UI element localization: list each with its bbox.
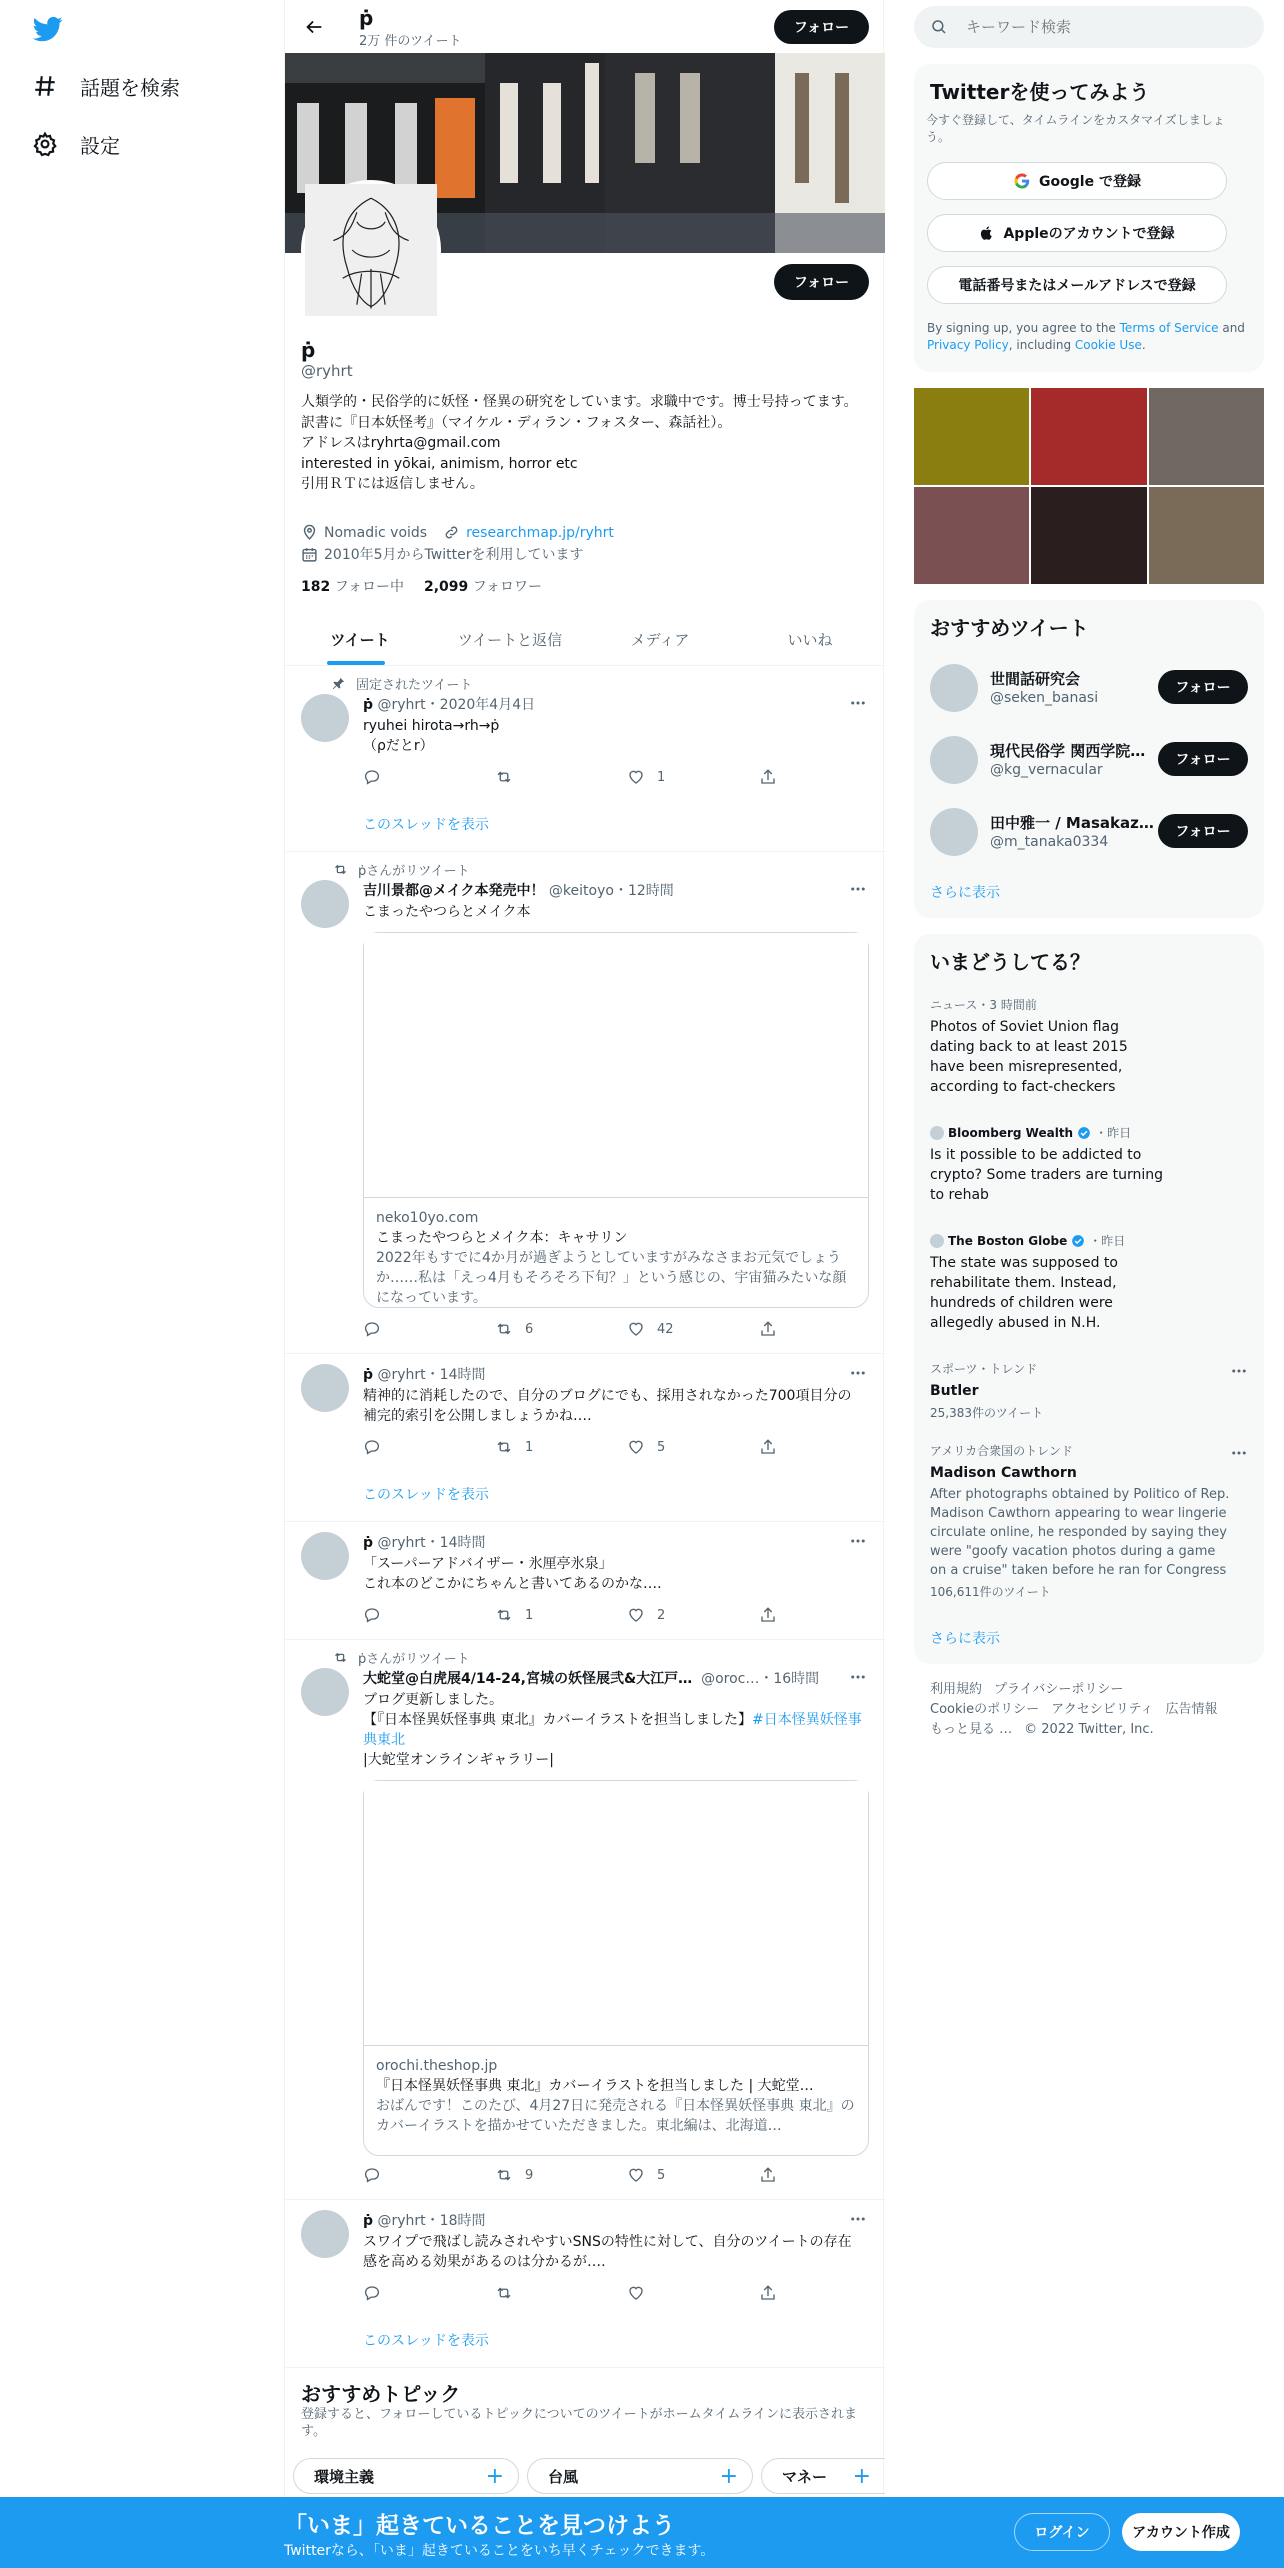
retweet-icon (333, 862, 348, 877)
google-signup-button[interactable] (927, 162, 1227, 200)
recommended-user[interactable] (914, 796, 1264, 868)
trend-source: The Boston Globe (948, 1233, 1068, 1248)
trend-title: Is it possible to be addicted to crypto? Some traders are turning to rehab (930, 1147, 1164, 1203)
reply-button[interactable] (363, 1606, 381, 1624)
tweet[interactable] (285, 2200, 885, 2368)
reply-icon (363, 2166, 381, 2184)
right-sidebar (914, 0, 1264, 2500)
recommended-user-handle: @m_tanaka0334 (990, 834, 1109, 850)
tweet-actions (363, 2166, 803, 2186)
trend-item[interactable] (930, 1232, 1230, 1333)
more-options-icon[interactable] (849, 1668, 867, 1686)
reply-button[interactable] (363, 1438, 381, 1456)
heart-icon (627, 1606, 645, 1624)
tweet-context (331, 674, 472, 693)
profile-follow-button[interactable]: フォロー (774, 264, 869, 300)
more-options-icon[interactable] (849, 1532, 867, 1550)
retweet-icon (495, 1320, 513, 1338)
plus-icon[interactable]: + (719, 2463, 738, 2489)
avatar (930, 1234, 944, 1248)
tweet-text: 「スーパーアドバイザー・氷厘亭氷泉」 これ本のどこかにちゃんと書いてあるのかな‥‥ (363, 1556, 662, 1592)
like-button[interactable] (627, 1320, 674, 1338)
tweet-author-handle[interactable]: @ryhrt (377, 1367, 426, 1383)
tweet-author-name[interactable]: ṗ (363, 2213, 374, 2229)
following-link[interactable] (301, 576, 404, 596)
bio-line: 人類学的・民俗学的に妖怪・怪異の研究をしています。求職中です。博士号持ってます。 (301, 394, 858, 410)
media-thumbnail[interactable] (914, 388, 1029, 485)
profile-tabs (285, 613, 885, 666)
like-button[interactable] (627, 768, 665, 786)
retweet-count: 9 (525, 2167, 534, 2183)
terms-text: , including (1008, 338, 1075, 352)
avatar[interactable] (301, 1532, 349, 1580)
tweet-header: 大蛇堂@白虎展4/14-24,宮城の妖怪展弐&大江戸… @oroc…・16時間 (363, 1671, 820, 1687)
profile-timeline (284, 0, 884, 2500)
tweet-context-label: ṗさんがリツイート (358, 864, 470, 879)
reply-button[interactable] (363, 2284, 381, 2302)
trend-title: Photos of Soviet Union flag dating back to at least 2015 have been misrepresented, according to fact-checkers (930, 1019, 1128, 1095)
link-card-description: おばんです！このたび、4月27日に発売される『日本怪異妖怪事典 東北』のカバーイラストを描かせていただきました。東北編は、北海道… (376, 2098, 855, 2134)
profile-bio (301, 392, 871, 495)
tweet-context (333, 1648, 470, 1667)
profile-header-bar (285, 0, 885, 53)
link-card-domain: orochi.theshop.jp (376, 2058, 498, 2074)
reply-button[interactable] (363, 1320, 381, 1338)
trend-time: ・昨日 (1095, 1126, 1132, 1140)
login-prompt-title: 「いま」起きていることを見つけよう (284, 2513, 675, 2539)
retweet-icon (333, 1650, 348, 1665)
recommended-follow-button[interactable]: フォロー (1158, 670, 1248, 704)
tweet-header: 吉川景都@メイク本発売中！ @keitoyo・12時間 (363, 883, 674, 899)
profile-meta-joined (301, 544, 583, 564)
retweet-icon (495, 2166, 513, 2184)
retweet-icon (495, 1438, 513, 1456)
retweet-icon (495, 1606, 513, 1624)
tweet-header: ṗ @ryhrt・14時間 (363, 1535, 486, 1551)
retweet-count: 1 (525, 1607, 534, 1623)
apple-icon (979, 225, 995, 241)
recommended-user-handle: @seken_banasi (990, 690, 1099, 706)
recommended-user-handle: @kg_vernacular (990, 762, 1103, 778)
profile-location: Nomadic voids (324, 524, 428, 541)
link-card[interactable] (363, 1780, 869, 2156)
tweet[interactable] (285, 1522, 885, 1640)
footer-links (930, 1680, 1250, 1740)
topic-label: 台風 (548, 2467, 579, 2486)
tab-tweets[interactable]: ツイート (285, 613, 435, 665)
like-count: 1 (657, 769, 666, 785)
tweet-author-name[interactable]: ṗ (363, 1535, 374, 1551)
avatar[interactable] (301, 694, 349, 742)
left-navigation (0, 0, 284, 2500)
recommended-follow-button[interactable]: フォロー (1158, 814, 1248, 848)
retweet-button[interactable] (495, 768, 525, 786)
more-options-icon[interactable] (849, 694, 867, 712)
topic-label: マネー (782, 2467, 828, 2486)
footer-link[interactable]: もっと見る … (930, 1722, 1013, 1737)
trend-item[interactable] (930, 1124, 1230, 1205)
show-thread-link[interactable]: このスレッドを表示 (363, 1487, 489, 1503)
copyright: © 2022 Twitter, Inc. (1024, 1722, 1154, 1737)
tweet-author-name[interactable]: 大蛇堂@白虎展4/14-24,宮城の妖怪展弐&大江戸… (363, 1671, 693, 1687)
bio-line: 訳書に『日本妖怪考』（マイケル・ディラン・フォスター、森話社）。 (301, 414, 732, 431)
nav-settings-label: 設定 (80, 133, 120, 158)
like-count: 2 (657, 1607, 666, 1623)
heart-icon (627, 2166, 645, 2184)
media-thumbnail[interactable] (914, 487, 1029, 584)
show-more-link[interactable]: さらに表示 (930, 885, 1000, 901)
more-options-icon[interactable] (1230, 1444, 1248, 1462)
link-card-image (364, 1781, 868, 2046)
like-button[interactable] (627, 2284, 657, 2302)
cookie-link[interactable]: Cookie Use (1074, 338, 1142, 352)
tweet-author-name[interactable]: ṗ (363, 1367, 374, 1383)
reply-button[interactable] (363, 2166, 381, 2184)
retweet-count: 1 (525, 1439, 534, 1455)
recommended-panel (914, 600, 1264, 918)
trend-title: The state was supposed to rehabilitate them. Instead, hundreds of children were allegedly abused in N.H. (930, 1255, 1118, 1331)
tweet-header: ṗ @ryhrt・14時間 (363, 1367, 486, 1383)
reply-button[interactable] (363, 768, 381, 786)
more-options-icon[interactable] (849, 880, 867, 898)
trends-title: いまどうしてる？ (930, 950, 1090, 974)
more-options-icon[interactable] (1230, 1362, 1248, 1380)
tweet-context-label: 固定されたツイート (356, 678, 473, 693)
tweet-author-handle[interactable]: @keitoyo (548, 883, 614, 899)
retweet-button[interactable] (495, 1606, 533, 1624)
login-prompt-bar (0, 2497, 1284, 2568)
signup-subtitle: 今すぐ登録して、タイムラインをカスタマイズしましょう。 (926, 113, 1225, 144)
share-icon (759, 768, 777, 786)
header-follow-button[interactable]: フォロー (774, 10, 869, 44)
topic-pill[interactable] (527, 2458, 753, 2494)
heart-icon (627, 1320, 645, 1338)
header-display-name: ṗ (359, 6, 374, 30)
retweet-button[interactable] (495, 1320, 533, 1338)
hashtag-icon (32, 73, 58, 99)
link-card-image (364, 933, 868, 1198)
tweet-text-body: ブログ更新しました。 【『日本怪異妖怪事典 東北』カバーイラストを担当しました】 (363, 1692, 753, 1728)
retweet-icon (495, 768, 513, 786)
media-grid (914, 388, 1264, 584)
search-bar[interactable] (914, 6, 1264, 48)
signup-panel (914, 64, 1264, 372)
like-count: 5 (657, 2167, 666, 2183)
avatar[interactable] (301, 1668, 349, 1716)
header-tweet-count: 2万 件のツイート (359, 34, 462, 49)
verified-badge-icon (1077, 1126, 1091, 1140)
tweet-context (333, 860, 470, 879)
tweet-pinned[interactable] (285, 666, 885, 852)
tweet-time[interactable]: 12時間 (627, 883, 674, 899)
following-count: 182 (301, 579, 331, 595)
followers-count: 2,099 (424, 579, 469, 595)
media-thumbnail[interactable] (1149, 487, 1264, 584)
trend-item[interactable] (930, 1442, 1230, 1600)
google-signup-label: Google で登録 (1039, 174, 1141, 190)
topics-subtitle: 登録すると、フォローしているトピックについてのツイートがホームタイムラインに表示されます。 (301, 2407, 858, 2439)
retweet-button[interactable] (495, 2166, 533, 2184)
apple-signup-button[interactable] (927, 214, 1227, 252)
terms-link[interactable]: Terms of Service (1119, 321, 1219, 335)
like-button[interactable] (627, 1438, 665, 1456)
bio-line: アドレスはryhrta@gmail.com (301, 435, 501, 451)
tweet-author-name[interactable]: ṗ (363, 697, 374, 713)
media-thumbnail[interactable] (1031, 487, 1146, 584)
like-count: 42 (657, 1321, 674, 1337)
google-icon (1013, 172, 1031, 190)
avatar[interactable] (930, 736, 978, 784)
tweet-actions (363, 1606, 803, 1626)
nav-settings[interactable] (32, 120, 120, 168)
share-button[interactable] (759, 1438, 777, 1456)
tweet-author-handle[interactable]: @oroc… (701, 1671, 760, 1687)
nav-explore[interactable] (32, 62, 180, 110)
show-thread-link[interactable]: このスレッドを表示 (363, 2333, 489, 2349)
share-button[interactable] (759, 1320, 777, 1338)
share-button[interactable] (759, 2166, 777, 2184)
tweet-actions (363, 1438, 803, 1458)
share-button[interactable] (759, 768, 777, 786)
plus-icon[interactable]: + (485, 2463, 504, 2489)
signup-button[interactable]: アカウント作成 (1122, 2513, 1240, 2551)
login-prompt-subtitle: Twitterなら、「いま」起きていることをいち早くチェックできます。 (284, 2543, 715, 2559)
tweet-retweet[interactable] (285, 1640, 885, 2200)
recommended-user-name: 世間話研究会 (990, 670, 1081, 688)
trend-count: 25,383件のツイート (930, 1406, 1044, 1420)
apple-signup-label: Appleのアカウントで登録 (1003, 226, 1175, 242)
retweet-button[interactable] (495, 2284, 525, 2302)
trend-meta: スポーツ・トレンド (930, 1362, 1038, 1376)
heart-icon (627, 1438, 645, 1456)
trend-description: After photographs obtained by Politico of Rep. Madison Cawthorn appearing to wear lingerie circulate online, he responded by saying they were "goofy vacation photos during a game on a cruise" taken before he ran for Congress (930, 1487, 1230, 1578)
tweet-text: こまったやつらとメイク本 (363, 904, 531, 920)
recommended-user-name: 田中雅一 / Masakaz… (990, 814, 1154, 832)
footer-link[interactable]: Cookieのポリシー (930, 1702, 1040, 1717)
share-icon (759, 1606, 777, 1624)
tweet-text: ryuhei hirota→rh→ṗ （ρだとr） (363, 718, 500, 754)
trend-meta (930, 1124, 1230, 1141)
recommended-user-name: 現代民俗学 関西学院… (990, 742, 1146, 760)
retweet-icon (495, 2284, 513, 2302)
link-card-description: 2022年もすでに4か月が過ぎようとしていますがみなさまお元気でしょうか……私は「えっ4月もそろそろ下旬？」という感じの、宇宙猫みたいな顔になっています。 (376, 1250, 847, 1306)
heart-icon (627, 2284, 645, 2302)
trend-time: ・昨日 (1089, 1234, 1126, 1248)
trends-panel (914, 934, 1264, 1664)
profile-avatar[interactable] (301, 180, 441, 320)
topic-pill[interactable] (293, 2458, 519, 2494)
tweet-author-handle[interactable]: @ryhrt (377, 697, 426, 713)
tweet-time[interactable]: 14時間 (439, 1535, 486, 1551)
heart-icon (627, 768, 645, 786)
terms-text: and (1218, 321, 1245, 335)
trend-source: Bloomberg Wealth (948, 1125, 1074, 1140)
tweet-actions (363, 2284, 803, 2304)
tweet-time[interactable]: 16時間 (773, 1671, 820, 1687)
avatar[interactable] (930, 808, 978, 856)
following-label: フォロー中 (334, 579, 404, 595)
topic-label: 環境主義 (314, 2467, 375, 2486)
calendar-icon (301, 546, 318, 563)
media-thumbnail[interactable] (1149, 388, 1264, 485)
like-button[interactable] (627, 2166, 665, 2184)
bio-line: interested in yōkai, animism, horror etc (301, 455, 578, 472)
avatar[interactable] (930, 664, 978, 712)
tab-likes[interactable]: いいね (787, 630, 833, 649)
show-more-link[interactable]: さらに表示 (930, 1631, 1000, 1647)
tweet-time[interactable]: 14時間 (439, 1367, 486, 1383)
reply-icon (363, 2284, 381, 2302)
more-options-icon[interactable] (849, 2210, 867, 2228)
reply-icon (363, 1320, 381, 1338)
profile-meta-location (301, 524, 614, 541)
tweet-author-handle[interactable]: @ryhrt (377, 1535, 426, 1551)
profile-joined-date: 2010年5月からTwitterを利用しています (324, 547, 584, 563)
tweet-time[interactable]: 18時間 (439, 2213, 486, 2229)
followers-link[interactable] (424, 576, 542, 596)
avatar[interactable] (301, 2210, 349, 2258)
signup-title: Twitterを使ってみよう (930, 80, 1150, 104)
recommended-user[interactable] (914, 724, 1264, 796)
terms-text: . (1141, 338, 1146, 352)
avatar[interactable] (301, 1364, 349, 1412)
twitter-logo-icon[interactable] (30, 14, 66, 44)
pin-icon (331, 676, 346, 691)
tweet-author-name[interactable]: 吉川景都@メイク本発売中！ (363, 883, 545, 899)
terms-text: By signing up, you agree to the (927, 321, 1120, 335)
profile-display-name: ṗ (301, 338, 316, 362)
trend-meta (930, 1232, 1230, 1249)
trend-meta: ニュース・3 時間前 (930, 998, 1037, 1012)
show-thread-link[interactable]: このスレッドを表示 (363, 817, 489, 833)
link-card[interactable] (363, 932, 869, 1308)
reply-icon (363, 1438, 381, 1456)
share-icon (759, 2166, 777, 2184)
phone-email-signup-button[interactable]: 電話番号またはメールアドレスで登録 (927, 266, 1227, 304)
trend-title: Butler (930, 1383, 979, 1399)
profile-handle: @ryhrt (301, 362, 353, 380)
recommended-follow-button[interactable]: フォロー (1158, 742, 1248, 776)
footer-link[interactable]: プライバシーポリシー (994, 1682, 1124, 1697)
tweet-header: ṗ @ryhrt・18時間 (363, 2213, 486, 2229)
tweet-text: スワイプで飛ばし読みされやすいSNSの特性に対して、自分のツイートの存在感を高める効果があるのは分かるが‥‥ (363, 2234, 852, 2270)
trend-item[interactable] (930, 996, 1230, 1097)
verified-badge-icon (1071, 1234, 1085, 1248)
tweet-text (363, 1690, 863, 1770)
location-pin-icon (301, 524, 318, 541)
tweet[interactable] (285, 1354, 885, 1522)
nav-explore-label: 話題を検索 (80, 75, 180, 100)
more-options-icon[interactable] (849, 1364, 867, 1382)
like-count: 5 (657, 1439, 666, 1455)
trend-title: Madison Cawthorn (930, 1465, 1077, 1481)
tab-tweets-and-replies[interactable]: ツイートと返信 (457, 630, 563, 649)
link-icon (443, 524, 460, 541)
privacy-link[interactable]: Privacy Policy (927, 338, 1009, 352)
tab-media[interactable]: メディア (630, 630, 690, 649)
gear-icon (32, 131, 58, 157)
tweet-actions (363, 1320, 803, 1340)
retweet-button[interactable] (495, 1438, 533, 1456)
recommended-user[interactable] (914, 652, 1264, 724)
share-icon (759, 2284, 777, 2302)
avatar (930, 1126, 944, 1140)
link-card-title: 『日本怪異妖怪事典 東北』カバーイラストを担当しました | 大蛇堂… (376, 2078, 814, 2094)
login-button[interactable]: ログイン (1014, 2513, 1110, 2551)
tweet-time[interactable]: 2020年4月4日 (439, 697, 536, 713)
link-card-domain: neko10yo.com (376, 1210, 479, 1226)
tweet-text: 精神的に消耗したので、自分のブログにでも、採用されなかった700項目分の補完的索引を公開しましょうかね‥‥ (363, 1388, 852, 1424)
signup-terms (927, 320, 1247, 354)
trend-item[interactable] (930, 1360, 1230, 1421)
bio-line: 引用ＲＴには返信しません。 (301, 476, 484, 492)
topic-pill[interactable] (761, 2458, 885, 2494)
reply-icon (363, 1606, 381, 1624)
topics-title: おすすめトピック (301, 2382, 461, 2406)
media-thumbnail[interactable] (1031, 388, 1146, 485)
footer-link[interactable]: アクセシビリティ (1051, 1702, 1154, 1717)
plus-icon[interactable]: + (852, 2463, 871, 2489)
hashtag-link[interactable]: #日本怪異妖怪事典東北 (363, 1712, 862, 1748)
share-button[interactable] (759, 2284, 777, 2302)
share-icon (759, 1320, 777, 1338)
tweet-header: ṗ @ryhrt・2020年4月4日 (363, 697, 536, 713)
profile-website-link[interactable]: researchmap.jp/ryhrt (466, 524, 614, 541)
retweet-count: 6 (525, 1321, 534, 1337)
search-icon (930, 18, 948, 36)
followers-label: フォロワー (472, 579, 543, 595)
trend-count: 106,611件のツイート (930, 1585, 1051, 1599)
trend-meta: アメリカ合衆国のトレンド (930, 1444, 1073, 1458)
recommended-title: おすすめツイート (930, 616, 1089, 640)
tweet-text-tail: |大蛇堂オンラインギャラリー| (363, 1752, 555, 1768)
footer-link[interactable]: 利用規約 (930, 1682, 983, 1697)
avatar[interactable] (301, 880, 349, 928)
tweet-context-label: ṗさんがリツイート (358, 1652, 470, 1667)
link-card-title: こまったやつらとメイク本：キャサリン (376, 1230, 628, 1246)
share-button[interactable] (759, 1606, 777, 1624)
share-icon (759, 1438, 777, 1456)
tweet-retweet[interactable] (285, 852, 885, 1354)
reply-icon (363, 768, 381, 786)
tweet-author-handle[interactable]: @ryhrt (377, 2213, 426, 2229)
profile-follow-stats (301, 576, 542, 596)
tweet-actions (363, 768, 803, 788)
footer-link[interactable]: 広告情報 (1165, 1702, 1218, 1717)
back-arrow-icon[interactable] (303, 16, 325, 38)
like-button[interactable] (627, 1606, 665, 1624)
search-input[interactable] (966, 18, 1216, 36)
